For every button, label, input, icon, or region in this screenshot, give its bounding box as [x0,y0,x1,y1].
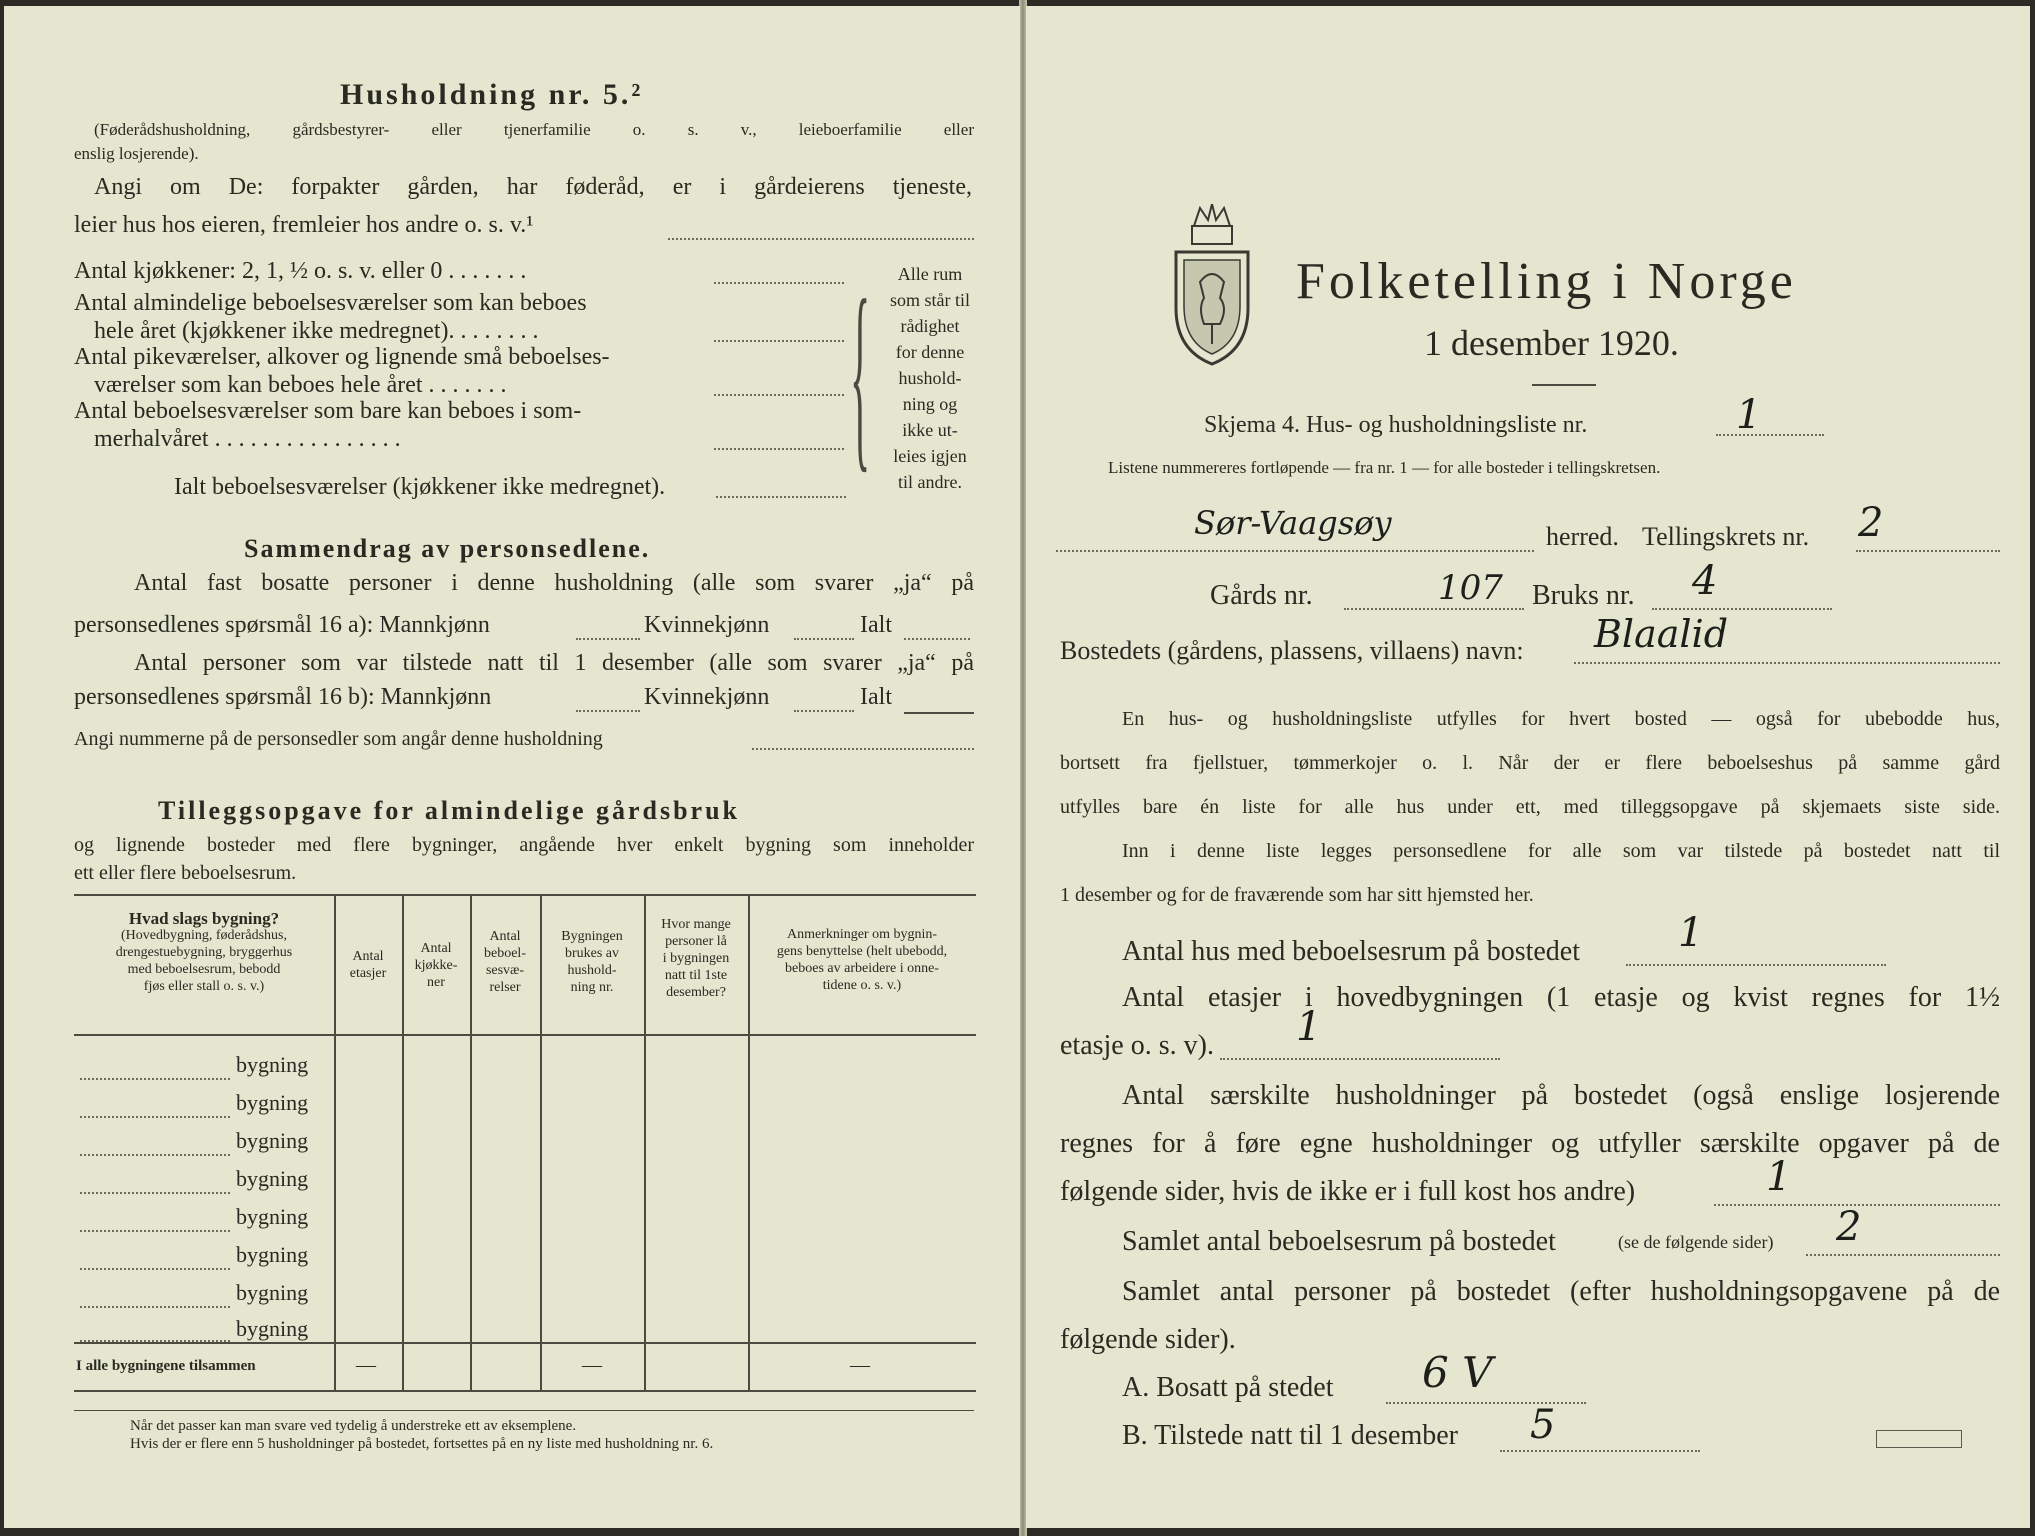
q-present-line [1500,1450,1700,1452]
table-row: bygning [236,1128,309,1153]
left-page [4,6,1020,1528]
herred-label: herred. [1546,522,1619,551]
rooms-answer-3 [714,394,844,396]
q-floors-label-1: Antal etasjer i hovedbygningen (1 etasje og kvist regnes for 1½ [1122,982,2000,1013]
header-kitchens: Antal kjøkke- ner [414,941,458,990]
q-persons-label-2: følgende sider). [1060,1324,1236,1355]
household-intro-1: (Føderådshusholdning, gårdsbestyrer- eller tjenerfamilie o. s. v., leieboerfamilie eller [94,120,974,139]
rooms-line-6: Antal beboelsesværelser som bare kan beboes i som- [74,398,582,424]
bruks-label: Bruks nr. [1532,580,1635,611]
q-resident-label: A. Bosatt på stedet [1122,1372,1334,1403]
header-floors: Antal etasjer [349,949,387,981]
total-dash-floors: — [356,1354,376,1376]
q-houses-value: 1 [1678,910,1704,956]
q-rooms-note: (se de følgende sider) [1618,1232,1774,1252]
q-households-value: 1 [1766,1154,1792,1200]
table-total-label: I alle bygningene tilsammen [76,1358,256,1374]
right-page [1026,6,2030,1528]
total-dash-household: — [582,1354,602,1376]
skjema-line [1716,434,1824,436]
summary-line-1: Antal fast bosatte personer i denne husholdning (alle som svarer „ja“ på [134,570,974,596]
skjema-label: Skjema 4. Hus- og husholdningsliste nr. [1204,412,1588,438]
header-rooms: Antal beboel- sesvæ- relser [484,929,526,995]
instruction-3: utfylles bare én liste for alle hus under ett, med tilleggsopgave på skjemaets siste side. [1060,796,2000,818]
bracket-note-2: som står til [890,290,970,310]
summary-line-6: personsedlenes spørsmål 16 b): Mannkjønn [74,684,492,710]
bosted-line [1574,662,2000,664]
household-intro-2: enslig losjerende). [74,144,199,163]
summary-title: Sammendrag av personsedlene. [244,534,651,563]
table-row: bygning [236,1166,309,1191]
instruction-5: 1 desember og for de fraværende som har sitt hjemsted her. [1060,884,1534,906]
q-present-value: 5 [1530,1402,1556,1448]
q-households-label-1: Antal særskilte husholdninger på bostedet (også enslige losjerende [1122,1080,2000,1111]
bracket-note-9: til andre. [898,472,962,492]
summary-male-2 [576,710,640,712]
bosted-value: Blaalid [1594,612,1729,656]
rooms-answer-2 [714,340,844,342]
table-row: bygning [236,1204,309,1229]
rooms-answer-5 [716,496,846,498]
skjema-value: 1 [1736,392,1762,438]
header-household-no: Bygningen brukes av hushold- ning nr. [561,929,623,995]
summary-female-2 [794,710,854,712]
summary-line-5: Antal personer som var tilstede natt til 1 desember (alle som svarer „ja“ på [134,650,974,676]
rooms-bracket: { [850,258,871,490]
household-title: Husholdning nr. 5.² [340,78,644,111]
footnote-rule [74,1410,974,1411]
table-row: bygning [236,1242,309,1267]
q-households-label-2: regnes for å føre egne husholdninger og utfyller særskilte opgaver på de [1060,1128,2000,1159]
q-persons-label-1: Samlet antal personer på bostedet (efter husholdningsopgavene på de [1122,1276,2000,1307]
gards-line [1344,608,1524,610]
q-rooms-value: 2 [1836,1204,1862,1250]
summary-total-2 [904,712,974,714]
footnote-1: Når det passer kan man svare ved tydelig å understreke ett av eksemplene. [130,1418,577,1434]
gards-value: 107 [1438,568,1503,608]
supplement-title: Tilleggsopgave for almindelige gårdsbruk [158,796,741,825]
bracket-note-5: hushold- [898,368,962,388]
rooms-line-3: hele året (kjøkkener ikke medregnet). . . . . . . . [94,318,539,344]
coat-of-arms-icon [1170,204,1254,366]
supplement-text-2: ett eller flere beboelsesrum. [74,862,297,884]
bruks-line [1652,608,1832,610]
herred-line [1056,550,1534,552]
summary-female-1 [794,638,854,640]
rooms-line-7: merhalvåret . . . . . . . . . . . . . . . . [94,426,401,452]
summary-male-1 [576,638,640,640]
angi-line-2: leier hus hos eieren, fremleier hos andre o. s. v.¹ [74,212,534,238]
bracket-note-7: ikke ut- [902,420,958,440]
bracket-note-3: rådighet [900,316,960,336]
rooms-total: Ialt beboelsesværelser (kjøkkener ikke medregnet). [174,474,666,500]
summary-numbers-answer [752,748,974,750]
q-floors-line [1220,1058,1500,1060]
instruction-4: Inn i denne liste legges personsedlene for alle som var tilstede på bostedet natt til [1122,840,2000,862]
instruction-2: bortsett fra fjellstuer, tømmerkojer o. l. Når der er flere beboelseshus på samme gård [1060,752,2000,774]
krets-label: Tellingskrets nr. [1642,522,1810,551]
census-title: Folketelling i Norge [1296,253,1797,310]
krets-value: 2 [1858,500,1884,546]
table-row: bygning [236,1316,309,1341]
angi-line-1: Angi om De: forpakter gården, har føderåd, er i gårdeierens tjeneste, [94,174,972,200]
footnote-2: Hvis der er flere enn 5 husholdninger på bostedet, fortsettes på en ny liste med husholdning nr. 6. [130,1436,714,1452]
rooms-answer-1 [714,282,844,284]
printer-stamp [1876,1430,1962,1448]
q-rooms-line [1806,1254,2000,1256]
q-houses-label: Antal hus med beboelsesrum på bostedet [1122,936,1581,967]
krets-line [1856,550,2000,552]
q-houses-line [1626,964,1886,966]
q-present-label: B. Tilstede natt til 1 desember [1122,1420,1458,1451]
total-dash-remarks: — [850,1354,870,1376]
bracket-note-4: for denne [895,342,965,362]
rooms-line-1: Antal kjøkkener: 2, 1, ½ o. s. v. eller 0 . . . . . . . [74,258,527,284]
q-rooms-label: Samlet antal beboelsesrum på bostedet [1122,1226,1556,1257]
summary-total-label-2: Ialt [860,684,892,710]
q-resident-line [1386,1402,1586,1404]
gards-label: Gårds nr. [1210,580,1313,611]
angi-answer-line [668,238,974,240]
q-floors-value: 1 [1296,1004,1322,1050]
bosted-label: Bostedets (gårdens, plassens, villaens) navn: [1060,636,1524,665]
table-row: bygning [236,1280,309,1305]
q-households-label-3: følgende sider, hvis de ikke er i full kost hos andre) [1060,1176,1636,1207]
summary-total-1 [904,638,970,640]
census-date: 1 desember 1920. [1424,323,1679,363]
q-floors-label-2: etasje o. s. v). [1060,1030,1214,1061]
header-persons: Hvor mange personer lå i bygningen natt til 1ste desember? [661,917,731,1000]
bracket-note-8: leies igjen [893,446,967,466]
header-remarks: Anmerkninger om bygnin- gens benyttelse (helt ubebodd, beboes av arbeidere i onne- tidene o. s. v.) [776,927,948,993]
instruction-1: En hus- og husholdningsliste utfylles for hvert bosted — også for ubebodde hus, [1122,708,2000,730]
herred-value: Sør-Vaagsøy [1194,504,1392,542]
bruks-value: 4 [1692,558,1718,604]
title-rule [1532,384,1596,386]
numbering-note: Listene nummereres fortløpende — fra nr. 1 — for alle bosteder i tellingskretsen. [1108,458,1661,477]
table-row: bygning [236,1052,309,1077]
rooms-line-4: Antal pikeværelser, alkover og lignende små beboelses- [74,344,610,370]
table-row: bygning [236,1090,309,1115]
supplement-text-1: og lignende bosteder med flere bygninger, angående hver enkelt bygning som inneholder [74,834,974,856]
q-resident-value: 6 V [1422,1348,1493,1397]
rooms-answer-4 [714,448,844,450]
summary-female-label-1: Kvinnekjønn [644,612,770,638]
summary-line-2: personsedlenes spørsmål 16 a): Mannkjønn [74,612,490,638]
summary-line-9: Angi nummerne på de personsedler som angår denne husholdning [74,728,603,750]
bracket-note-6: ning og [902,394,958,414]
rooms-line-2: Antal almindelige beboelsesværelser som kan beboes [74,290,587,316]
header-building-type: Hvad slags bygning? (Hovedbygning, føderådshus, drengestuebygning, bryggerhus med beboelsesrum, bebodd fjøs eller stall o. s. v.) [115,909,293,994]
bracket-note-1: Alle rum [897,264,963,284]
rooms-line-5: værelser som kan beboes hele året . . . . . . . [94,372,507,398]
summary-female-label-2: Kvinnekjønn [644,684,770,710]
summary-total-label-1: Ialt [860,612,892,638]
